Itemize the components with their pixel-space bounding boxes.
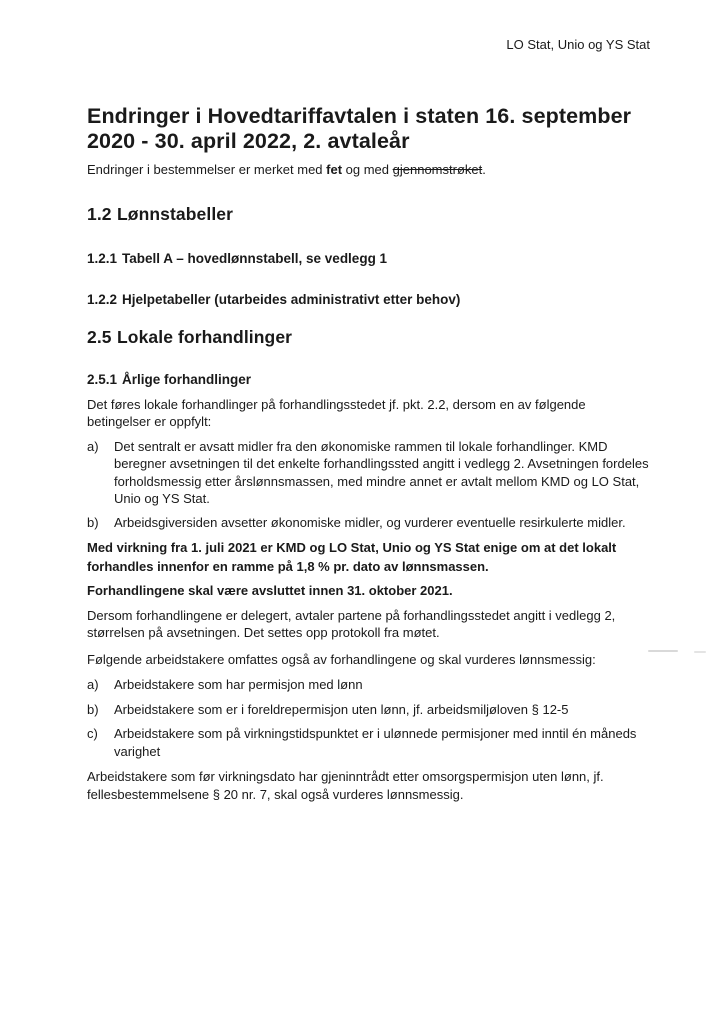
- list-item-label: a): [87, 438, 99, 454]
- subsection-heading-1-2-2: [87, 292, 650, 308]
- heading-number: 1.2.1: [87, 250, 118, 266]
- heading-text: Tabell A – hovedlønnstabell, se vedlegg 1: [122, 250, 388, 266]
- header-parties-label: LO Stat, Unio og YS Stat: [506, 37, 650, 52]
- heading-number: 2.5: [87, 326, 112, 347]
- paragraph-conditions-intro: Det føres lokale forhandlinger på forhandlingsstedet jf. pkt. 2.2, dersom en av følgende betingelser er oppfylt:: [87, 396, 586, 429]
- subsection-heading-1-2-1: [87, 251, 650, 267]
- strikethrough-sample: gjennomstrøket: [392, 162, 483, 177]
- list-item-condition-b: [87, 514, 650, 532]
- list-item-text: Arbeidstakere som har permisjon med lønn: [114, 677, 363, 692]
- document-title: Endringer i Hovedtariffavtalen i staten 16. september 2020 - 30. april 2022, 2. avtaleår: [87, 104, 632, 153]
- heading-text: Årlige forhandlinger: [122, 371, 252, 387]
- list-item-text: Det sentralt er avsatt midler fra den økonomiske rammen til lokale forhandlinger. KMD beregner avsetningen til det enkelte forhandlingssted angitt i vedlegg 2. Avsetningen fordeles forholdsmessig etter årslønnsmassen, med mindre annet er avtalt mellom KMD og LO Stat, Unio og YS Stat.: [114, 438, 649, 506]
- paragraph-bold-negotiation-frame: Med virkning fra 1. juli 2021 er KMD og LO Stat, Unio og YS Stat enige om at det lokalt forhandles innenfor en ramme på 1,8 % pr. dato av lønnsmassen.: [87, 540, 617, 574]
- list-item-worker-a: [87, 676, 650, 694]
- list-item-text: Arbeidstakere som på virkningstidspunktet er i ulønnede permisjoner med inntil én måneds varighet: [114, 726, 637, 759]
- heading-number: 1.2: [87, 203, 112, 224]
- heading-number: 1.2.2: [87, 291, 118, 307]
- section-heading-2-5: [87, 327, 650, 348]
- intro-text-part1: Endringer i bestemmelser er merket med: [87, 162, 327, 177]
- paragraph-workers-intro: Følgende arbeidstakere omfattes også av forhandlingene og skal vurderes lønnsmessig:: [87, 651, 596, 667]
- list-item-label: c): [87, 726, 98, 741]
- subsection-heading-2-5-1: [87, 372, 650, 388]
- list-item-label: a): [87, 677, 99, 692]
- paragraph-reentered-workers: Arbeidstakere som før virkningsdato har gjeninntrådt etter omsorgspermisjon uten lønn, jf. fellesbestemmelsene § 20 nr. 7, skal også vurderes lønnsmessig.: [87, 769, 604, 802]
- list-item-text: Arbeidsgiversiden avsetter økonomiske midler, og vurderer eventuelle resirkulerte midler.: [114, 514, 626, 530]
- list-item-text: Arbeidstakere som er i foreldrepermisjon uten lønn, jf. arbeidsmiljøloven § 12-5: [114, 701, 569, 717]
- intro-text-part2: og med: [342, 162, 393, 177]
- intro-note: [87, 161, 650, 179]
- paragraph-bold-deadline: Forhandlingene skal være avsluttet innen 31. oktober 2021.: [87, 583, 453, 598]
- page-header: [87, 36, 650, 53]
- list-item-condition-a: [87, 438, 650, 508]
- list-item-label: b): [87, 701, 99, 717]
- list-item-worker-b: [87, 701, 650, 719]
- section-heading-1-2: [87, 204, 650, 225]
- scan-artifact: [648, 650, 678, 652]
- bold-marker-sample: fet: [326, 162, 343, 177]
- intro-text-part3: .: [482, 162, 486, 177]
- list-item-worker-c: [87, 725, 650, 760]
- scan-artifact: [694, 651, 706, 653]
- heading-number: 2.5.1: [87, 371, 118, 387]
- list-item-label: b): [87, 514, 99, 530]
- heading-text: Lønnstabeller: [117, 203, 234, 224]
- heading-text: Lokale forhandlinger: [117, 326, 293, 347]
- heading-text: Hjelpetabeller (utarbeides administrativt etter behov): [122, 291, 461, 307]
- paragraph-delegated: Dersom forhandlingene er delegert, avtaler partene på forhandlingsstedet angitt i vedlegg 2, størrelsen på avsetningen. Det settes opp protokoll fra møtet.: [87, 607, 616, 640]
